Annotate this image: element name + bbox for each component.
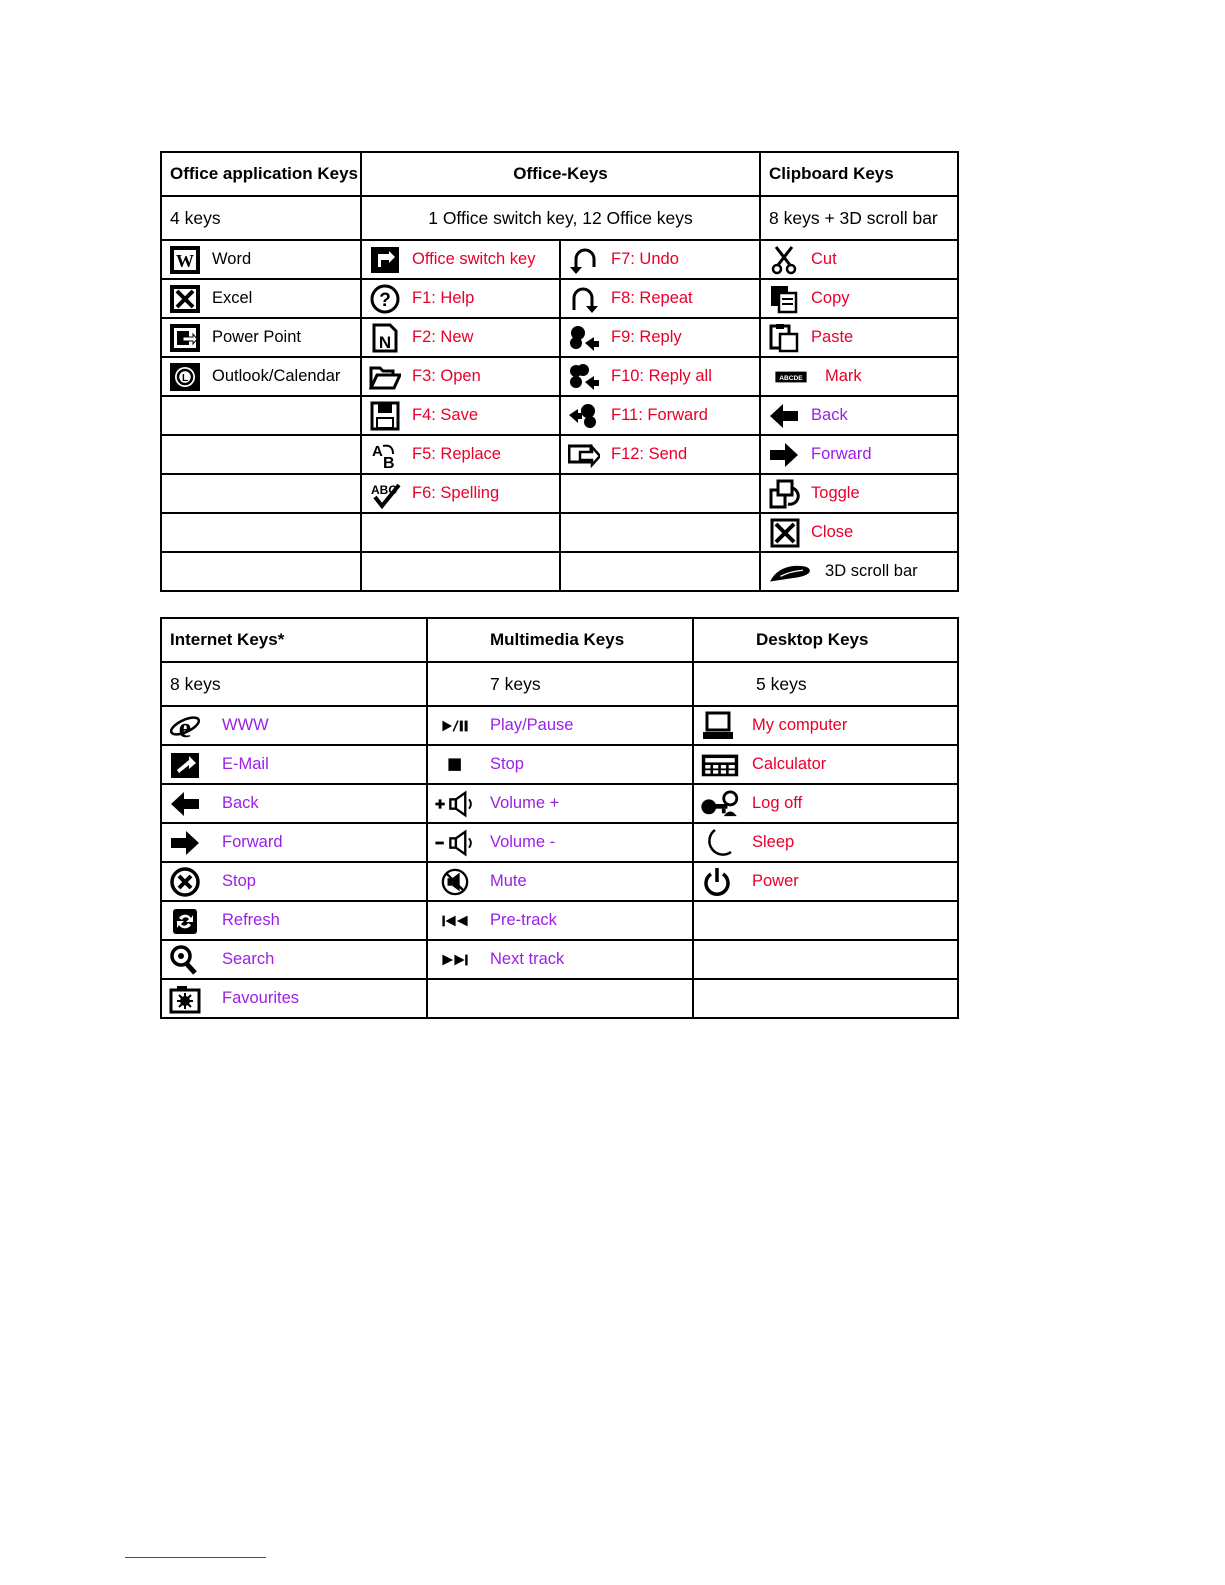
label-powerpoint: Power Point xyxy=(212,328,301,346)
moon-icon xyxy=(698,827,736,859)
key-cell-net-back xyxy=(161,784,427,823)
label-replace: F5: Replace xyxy=(412,445,501,463)
header-internet-keys: Internet Keys* xyxy=(161,618,427,662)
label-clip-forward: Forward xyxy=(811,445,872,463)
key-cell-favourites xyxy=(161,979,427,1018)
header-desktop-keys: Desktop Keys xyxy=(693,618,958,662)
key-cell-power xyxy=(693,862,958,901)
label-net-forward: Forward xyxy=(222,833,283,851)
label-email: E-Mail xyxy=(222,755,269,773)
key-cell-new xyxy=(361,318,560,357)
key-cell-help xyxy=(361,279,560,318)
count-office-keys: 1 Office switch key, 12 Office keys xyxy=(361,196,760,240)
label-power: Power xyxy=(752,872,799,890)
replace-icon xyxy=(366,439,404,471)
mark-icon xyxy=(765,361,817,393)
key-cell-email xyxy=(161,745,427,784)
outlook-icon xyxy=(166,361,204,393)
key-cell-word xyxy=(161,240,361,279)
key-cell-volume-up xyxy=(427,784,693,823)
browser-icon xyxy=(166,710,204,742)
header-clipboard-keys: Clipboard Keys xyxy=(760,152,958,196)
help-icon xyxy=(366,283,404,315)
key-cell-my-computer xyxy=(693,706,958,745)
empty-cell xyxy=(560,552,760,591)
key-cell-paste xyxy=(760,318,958,357)
empty-cell xyxy=(560,513,760,552)
label-pre-track: Pre-track xyxy=(490,911,557,929)
spelling-icon xyxy=(366,478,404,510)
volume-up-icon xyxy=(432,788,478,820)
label-mark: Mark xyxy=(825,367,862,385)
key-cell-replace xyxy=(361,435,560,474)
email-icon xyxy=(166,749,204,781)
key-cell-pre-track xyxy=(427,901,693,940)
svg-text:B: B xyxy=(383,454,395,470)
count-office-application: 4 keys xyxy=(161,196,361,240)
key-cell-clip-back xyxy=(760,396,958,435)
stop-circle-icon xyxy=(166,866,204,898)
count-clipboard: 8 keys + 3D scroll bar xyxy=(760,196,958,240)
key-cell-forward-mail xyxy=(560,396,760,435)
empty-cell xyxy=(361,552,560,591)
label-cut: Cut xyxy=(811,250,837,268)
key-cell-next-track xyxy=(427,940,693,979)
label-net-back: Back xyxy=(222,794,259,812)
key-cell-log-off xyxy=(693,784,958,823)
key-cell-scroll-bar xyxy=(760,552,958,591)
new-icon xyxy=(366,322,404,354)
footnote-separator xyxy=(125,1557,266,1558)
toggle-icon xyxy=(765,478,803,510)
empty-cell xyxy=(693,901,958,940)
label-scroll-bar: 3D scroll bar xyxy=(825,562,918,580)
next-track-icon xyxy=(432,944,478,976)
key-cell-cut xyxy=(760,240,958,279)
mute-icon xyxy=(432,866,478,898)
svg-text:A: A xyxy=(372,442,383,460)
label-mm-stop: Stop xyxy=(490,755,524,773)
calculator-icon xyxy=(698,749,742,781)
copy-icon xyxy=(765,283,803,315)
label-word: Word xyxy=(212,250,252,268)
key-cell-excel xyxy=(161,279,361,318)
label-help: F1: Help xyxy=(412,289,475,307)
key-cell-toggle xyxy=(760,474,958,513)
key-cell-sleep xyxy=(693,823,958,862)
empty-cell xyxy=(161,513,361,552)
scroll-bar-icon xyxy=(765,556,815,588)
key-cell-open xyxy=(361,357,560,396)
media-keys-table xyxy=(160,617,959,1019)
office-switch-icon xyxy=(366,244,404,276)
play-pause-icon xyxy=(432,710,478,742)
label-toggle: Toggle xyxy=(811,484,860,502)
label-excel: Excel xyxy=(212,289,253,307)
key-cell-refresh xyxy=(161,901,427,940)
label-www: WWW xyxy=(222,716,269,734)
reply-all-icon xyxy=(565,361,603,393)
office-keys-table xyxy=(160,151,959,592)
power-icon xyxy=(698,866,736,898)
forward-mail-icon xyxy=(565,400,603,432)
label-sleep: Sleep xyxy=(752,833,795,851)
arrow-right-icon xyxy=(765,439,803,471)
label-net-stop: Stop xyxy=(222,872,256,890)
label-forward-mail: F11: Forward xyxy=(611,406,708,424)
key-cell-mute xyxy=(427,862,693,901)
label-open: F3: Open xyxy=(412,367,481,385)
label-repeat: F8: Repeat xyxy=(611,289,693,307)
key-cell-calculator xyxy=(693,745,958,784)
key-cell-www xyxy=(161,706,427,745)
open-folder-icon xyxy=(366,361,404,393)
scissors-icon xyxy=(765,244,803,276)
label-outlook: Outlook/Calendar xyxy=(212,367,341,385)
label-undo: F7: Undo xyxy=(611,250,679,268)
header-multimedia-keys: Multimedia Keys xyxy=(427,618,693,662)
computer-icon xyxy=(698,710,736,742)
label-send: F12: Send xyxy=(611,445,688,463)
svg-text:W: W xyxy=(176,250,194,271)
empty-cell xyxy=(161,396,361,435)
paste-icon xyxy=(765,322,803,354)
favourites-icon xyxy=(166,983,204,1015)
send-icon xyxy=(565,439,603,471)
label-search: Search xyxy=(222,950,275,968)
excel-icon xyxy=(166,283,204,315)
header-office-application-keys: Office application Keys xyxy=(161,152,361,196)
count-desktop: 5 keys xyxy=(693,662,958,706)
svg-text:?: ? xyxy=(379,289,391,311)
key-cell-net-forward xyxy=(161,823,427,862)
label-reply-all: F10: Reply all xyxy=(611,367,712,385)
save-icon xyxy=(366,400,404,432)
key-cell-reply-all xyxy=(560,357,760,396)
empty-cell xyxy=(560,474,760,513)
label-favourites: Favourites xyxy=(222,989,300,1007)
key-cell-save xyxy=(361,396,560,435)
label-refresh: Refresh xyxy=(222,911,280,929)
label-clip-back: Back xyxy=(811,406,848,424)
empty-cell xyxy=(161,474,361,513)
key-cell-outlook xyxy=(161,357,361,396)
key-cell-volume-down xyxy=(427,823,693,862)
volume-down-icon xyxy=(432,827,478,859)
stop-square-icon xyxy=(432,749,478,781)
key-cell-clip-forward xyxy=(760,435,958,474)
label-volume-up: Volume + xyxy=(490,794,560,812)
empty-cell xyxy=(161,552,361,591)
label-volume-down: Volume - xyxy=(490,833,556,851)
label-mute: Mute xyxy=(490,872,527,890)
label-copy: Copy xyxy=(811,289,850,307)
arrow-left-icon xyxy=(166,788,204,820)
svg-text:L: L xyxy=(181,372,189,384)
key-cell-copy xyxy=(760,279,958,318)
refresh-icon xyxy=(166,905,204,937)
empty-cell xyxy=(693,940,958,979)
count-internet: 8 keys xyxy=(161,662,427,706)
label-next-track: Next track xyxy=(490,950,565,968)
prev-track-icon xyxy=(432,905,478,937)
label-spelling: F6: Spelling xyxy=(412,484,500,502)
search-icon xyxy=(166,944,204,976)
undo-icon xyxy=(565,244,603,276)
count-multimedia: 7 keys xyxy=(427,662,693,706)
key-cell-close xyxy=(760,513,958,552)
empty-cell xyxy=(361,513,560,552)
header-office-keys: Office-Keys xyxy=(361,152,760,196)
reply-icon xyxy=(565,322,603,354)
arrow-left-icon xyxy=(765,400,803,432)
empty-cell xyxy=(161,435,361,474)
close-box-icon xyxy=(765,517,803,549)
key-cell-mm-stop xyxy=(427,745,693,784)
key-cell-spelling xyxy=(361,474,560,513)
label-my-computer: My computer xyxy=(752,716,848,734)
repeat-icon xyxy=(565,283,603,315)
svg-text:e: e xyxy=(178,712,192,741)
key-cell-send xyxy=(560,435,760,474)
key-cell-net-stop xyxy=(161,862,427,901)
powerpoint-icon xyxy=(166,322,204,354)
label-office-switch: Office switch key xyxy=(412,250,536,268)
key-cell-undo xyxy=(560,240,760,279)
svg-text:ABCDE: ABCDE xyxy=(779,374,803,382)
empty-cell xyxy=(693,979,958,1018)
key-cell-search xyxy=(161,940,427,979)
key-cell-play-pause xyxy=(427,706,693,745)
key-cell-reply xyxy=(560,318,760,357)
arrow-right-icon xyxy=(166,827,204,859)
svg-text:ABC: ABC xyxy=(371,482,397,497)
key-cell-repeat xyxy=(560,279,760,318)
label-reply: F9: Reply xyxy=(611,328,682,346)
label-calculator: Calculator xyxy=(752,755,827,773)
key-cell-powerpoint xyxy=(161,318,361,357)
label-log-off: Log off xyxy=(752,794,803,812)
label-paste: Paste xyxy=(811,328,854,346)
label-close: Close xyxy=(811,523,854,541)
log-off-icon xyxy=(698,788,742,820)
svg-text:N: N xyxy=(378,332,392,352)
label-new: F2: New xyxy=(412,328,474,346)
empty-cell xyxy=(427,979,693,1018)
key-cell-mark xyxy=(760,357,958,396)
key-cell-office-switch xyxy=(361,240,560,279)
word-icon xyxy=(166,244,204,276)
label-play-pause: Play/Pause xyxy=(490,716,574,734)
label-save: F4: Save xyxy=(412,406,479,424)
